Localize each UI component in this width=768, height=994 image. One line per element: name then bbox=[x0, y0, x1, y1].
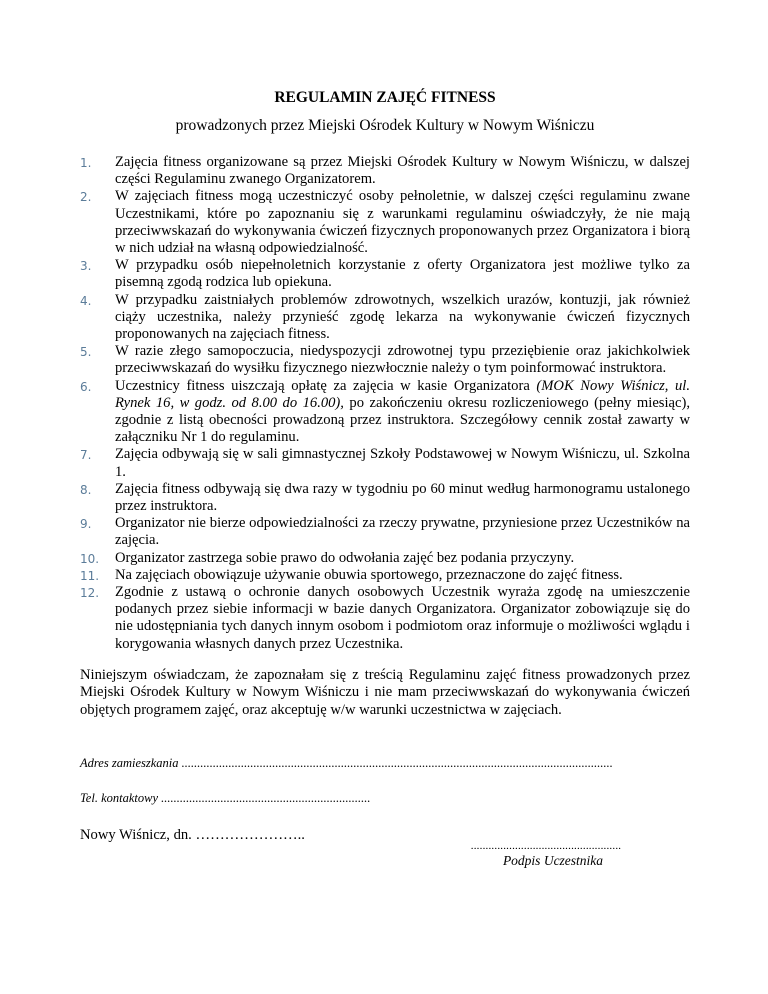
rule-text: Organizator zastrzega sobie prawo do odwołania zajęć bez podania przyczyny. bbox=[115, 549, 575, 566]
regulation-document bbox=[80, 88, 691, 868]
rule-number: 11. bbox=[80, 568, 100, 583]
rule-item bbox=[80, 567, 690, 584]
rule-item bbox=[80, 481, 690, 515]
rule-number: 12. bbox=[80, 586, 100, 601]
rule-text: Na zajęciach obowiązuje używanie obuwia sportowego, przeznaczone do zajęć fitness. bbox=[115, 566, 623, 583]
rule-item bbox=[80, 154, 690, 188]
rule-number: 8. bbox=[80, 482, 92, 497]
rule-item bbox=[80, 550, 690, 567]
rule-text-after: po zakończeniu okresu rozliczeniowego (pełny miesiąc), zgodnie z listą obecności prowadzoną przez instruktora. Szczegółowy cennik został zawarty w załączniku Nr 1 do regulaminu. bbox=[115, 394, 691, 446]
rule-text: Zajęcia fitness odbywają się dwa razy w tygodniu po 60 minut według harmonogramu ustalonego przez instruktora. bbox=[115, 480, 690, 515]
rule-item bbox=[80, 257, 690, 291]
rule-number: 9. bbox=[80, 517, 92, 532]
rule-text: W przypadku osób niepełnoletnich korzystanie z oferty Organizatora jest możliwe tylko za pisemną zgodą rodzica lub opiekuna. bbox=[115, 257, 690, 291]
document-subtitle: prowadzonych przez Miejski Ośrodek Kultury w Nowym Wiśniczu bbox=[175, 117, 595, 134]
rule-text-before: Uczestnicy fitness uiszczają opłatę za zajęcia w kasie Organizatora bbox=[115, 377, 537, 394]
place-date-field[interactable]: Nowy Wiśnicz, dn. ………………….. bbox=[80, 827, 305, 844]
rules-list bbox=[80, 154, 690, 653]
rule-text: W przypadku zaistniałych problemów zdrowotnych, wszelkich urazów, kontuzji, jak również ciąży uczestnika, należy przynieść zgodę lekarza na wykonywanie ćwiczeń fizycznych proponowanych na zajęciach fitness. bbox=[115, 291, 690, 343]
rule-item bbox=[80, 584, 690, 653]
rule-text-italic: (MOK Nowy Wiśnicz, ul. Rynek 16, w godz. od 8.00 do 16.00), bbox=[115, 377, 690, 411]
rule-number: 5. bbox=[80, 345, 92, 360]
rule-number: 4. bbox=[80, 293, 92, 308]
rule-number: 1. bbox=[80, 156, 92, 170]
rule-text: Zajęcia fitness organizowane są przez Miejski Ośrodek Kultury w Nowym Wiśniczu, w dalszej części Regulaminu zwanego Organizatorem. bbox=[115, 154, 690, 188]
signature-label: Podpis Uczestnika bbox=[502, 853, 604, 868]
rule-number: 6. bbox=[80, 379, 92, 394]
rule-number: 2. bbox=[80, 190, 92, 205]
rule-text: Zajęcia odbywają się w sali gimnastycznej Szkoły Podstawowej w Nowym Wiśniczu, ul. Szkolna 1. bbox=[115, 446, 690, 480]
rule-item bbox=[80, 446, 690, 480]
rule-item bbox=[80, 188, 690, 257]
address-field[interactable]: Adres zamieszkania .......................................................................................................................................... bbox=[80, 756, 613, 771]
rule-number: 3. bbox=[80, 259, 92, 274]
rule-text: W razie złego samopoczucia, niedyspozycji zdrowotnej typu przeziębienie oraz jakichkolwiek przeciwwskazań do wysiłku fizycznego niezwłocznie należy o tym poinformować instruktora. bbox=[115, 343, 690, 377]
phone-field[interactable]: Tel. kontaktowy ................................................................... bbox=[80, 791, 371, 806]
rule-text: Organizator nie bierze odpowiedzialności za rzeczy prywatne, przyniesione przez Uczestników na zajęcia. bbox=[115, 515, 690, 549]
signature-block bbox=[456, 840, 636, 870]
rule-number: 10. bbox=[80, 551, 100, 566]
rule-item bbox=[80, 378, 690, 447]
signature-line[interactable]: ................................................... bbox=[470, 840, 622, 852]
declaration-paragraph: Niniejszym oświadczam, że zapoznałam się z treścią Regulaminu zajęć fitness prowadzonych przez Miejski Ośrodek Kultury w Nowym Wiśniczu i nie mam przeciwwskazań do wykonywania ćwiczeń objętych programem zajęć, oraz akceptuję w/w warunki uczestnictwa w zajęciach. bbox=[80, 666, 690, 718]
document-title: REGULAMIN ZAJĘĆ FITNESS bbox=[274, 89, 496, 106]
rule-item bbox=[80, 343, 690, 377]
rule-number: 7. bbox=[80, 448, 92, 463]
rule-text: Zgodnie z ustawą o ochronie danych osobowych Uczestnik wyraża zgodę na umieszczenie podanych przez siebie informacji w bazie danych Organizatora. Organizator zobowiązuje się do nie udostępniania tych danych innym osobom i podmiotom oraz informuje o możliwości wglądu i korygowania własnych danych przez Uczestnika. bbox=[115, 584, 690, 652]
rule-item bbox=[80, 515, 690, 549]
rule-text: W zajęciach fitness mogą uczestniczyć osoby pełnoletnie, w dalszej części regulaminu zwane Uczestnikami, które po zapoznaniu się z warunkami regulaminu oświadczyły, że nie mają przeciwwskazań do wykonywania ćwiczeń fizycznych proponowanych przez Organizatora i biorą w nich udział na własną odpowiedzialność. bbox=[115, 188, 690, 257]
rule-item bbox=[80, 292, 690, 344]
